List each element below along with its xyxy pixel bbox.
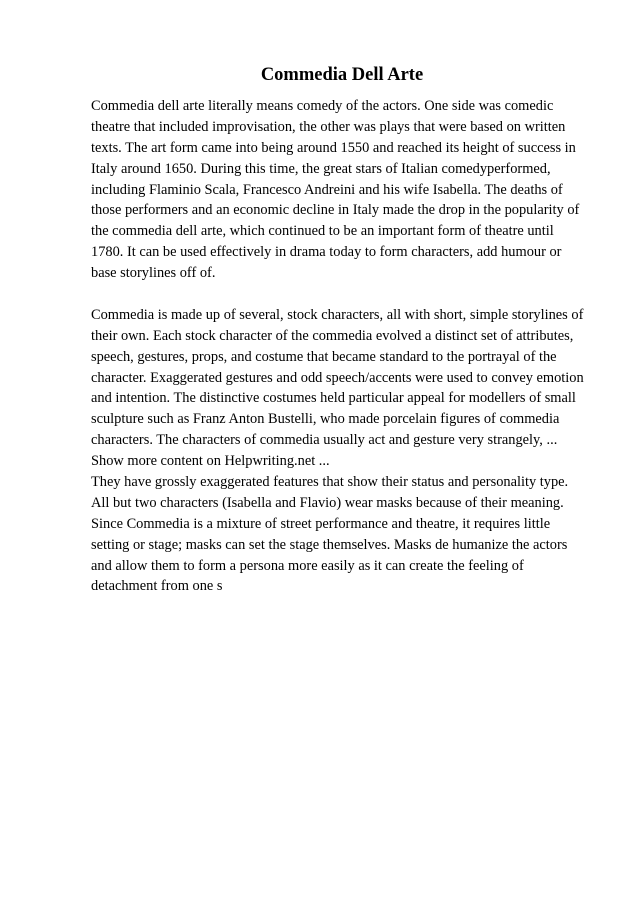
text-line: the commedia dell arte, which continued to be an important form of theatre until	[91, 223, 554, 240]
text-line: and intention. The distinctive costumes held particular appeal for modellers of small	[91, 390, 576, 407]
text-line: base storylines off of.	[91, 265, 216, 282]
text-line: Commedia dell arte literally means comedy of the actors. One side was comedic	[91, 98, 554, 114]
document-body	[91, 96, 603, 597]
text-line: detachment from one s	[91, 578, 223, 595]
text-line: setting or stage; masks can set the stage themselves. Masks de humanize the actors	[91, 536, 568, 553]
text-line: those performers and an economic decline in Italy made the drop in the popularity of	[91, 202, 580, 219]
text-line: All but two characters (Isabella and Flavio) wear masks because of their meaning.	[91, 494, 564, 511]
text-line: including Flaminio Scala, Francesco Andreini and his wife Isabella. The deaths of	[91, 181, 563, 198]
paragraph-masks	[91, 472, 603, 597]
text-line: theatre that included improvisation, the other was plays that were based on written	[91, 118, 566, 135]
text-line: speech, gestures, props, and costume that became standard to the portrayal of the	[91, 348, 557, 365]
paragraph-characters	[91, 305, 603, 472]
text-line: Commedia is made up of several, stock characters, all with short, simple storylines of	[91, 306, 584, 323]
text-line: Italy around 1650. During this time, the great stars of Italian comedyperformed,	[91, 160, 551, 177]
text-line: texts. The art form came into being around 1550 and reached its height of success in	[91, 139, 576, 156]
text-line: characters. The characters of commedia usually act and gesture very strangely, ...	[91, 432, 558, 449]
show-more-link[interactable]: Show more content on Helpwriting.net ...	[91, 453, 330, 470]
text-line: and allow them to form a persona more easily as it can create the feeling of	[91, 557, 524, 574]
document-title: Commedia Dell Arte	[260, 65, 424, 85]
text-line: their own. Each stock character of the commedia evolved a distinct set of attributes,	[91, 327, 574, 344]
text-line: 1780. It can be used effectively in drama today to form characters, add humour or	[91, 244, 562, 261]
text-line: Since Commedia is a mixture of street performance and theatre, it requires little	[91, 515, 551, 532]
text-line: character. Exaggerated gestures and odd speech/accents were used to convey emotion	[91, 369, 584, 386]
paragraph-intro	[91, 96, 603, 284]
text-line: sculpture such as Franz Anton Bustelli, who made porcelain figures of commedia	[91, 411, 560, 428]
text-line: They have grossly exaggerated features that show their status and personality type.	[91, 474, 569, 491]
paragraph-spacer	[91, 284, 603, 305]
